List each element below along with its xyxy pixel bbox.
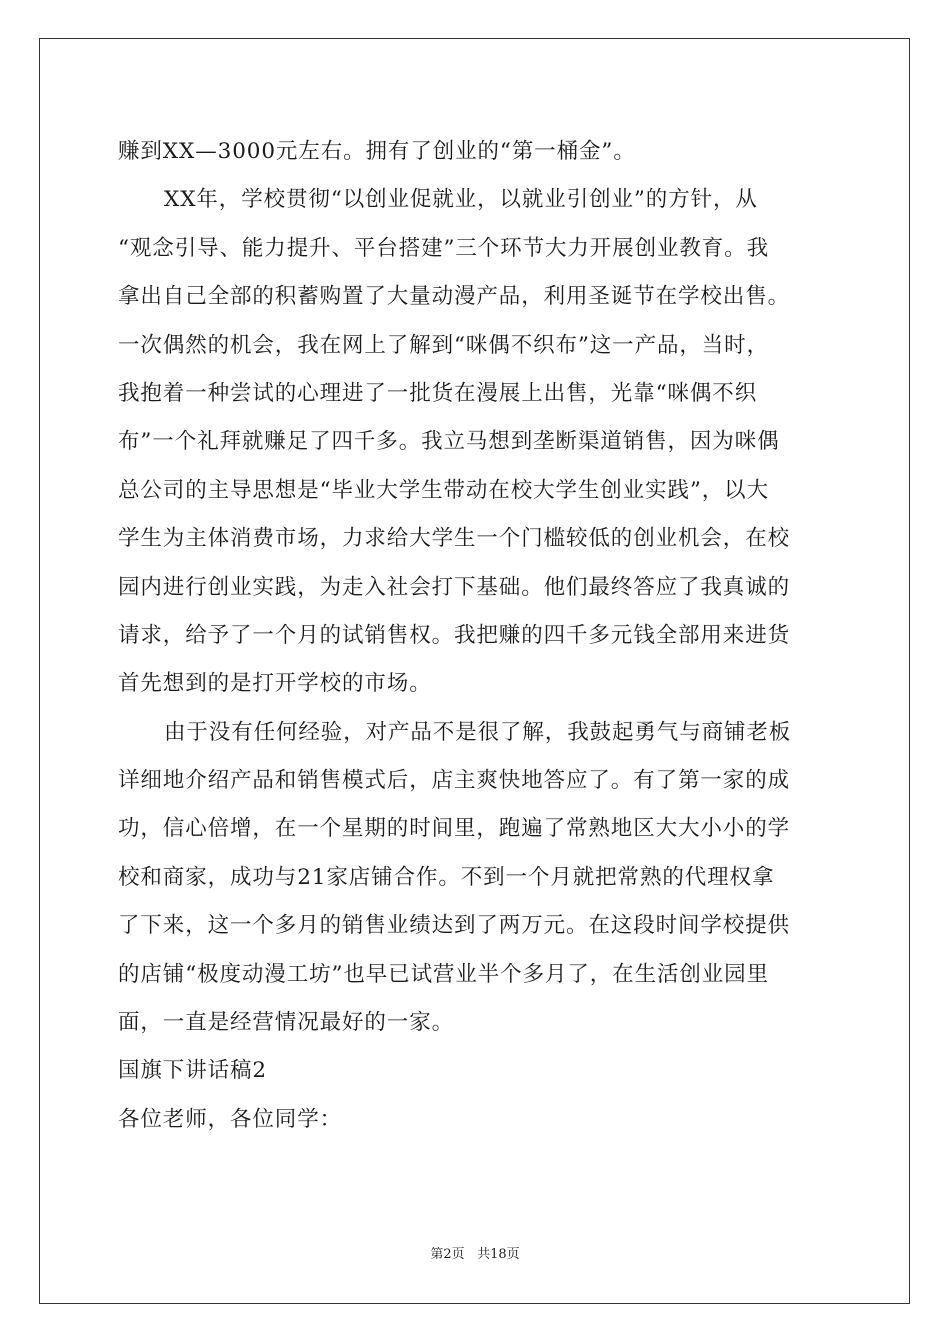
text-line: 园内进行创业实践，为走入社会打下基础。他们最终答应了我真诚的	[118, 574, 791, 600]
salutation: 各位老师，各位同学：	[118, 1106, 343, 1132]
text-line: 请求，给予了一个月的试销售权。我把赚的四千多元钱全部用来进货	[118, 622, 791, 648]
text-line: 面，一直是经营情况最好的一家。	[118, 1010, 455, 1036]
text-line: 的店铺“极度动漫工坊”也早已试营业半个多月了，在生活创业园里	[118, 961, 769, 987]
text-line: 学生为主体消费市场，力求给大学生一个门槛较低的创业机会，在校	[118, 526, 791, 552]
page-number: 第2页	[430, 1247, 465, 1262]
section-heading: 国旗下讲话稿2	[118, 1058, 267, 1084]
text-line: 一次偶然的机会，我在网上了解到“咪偶不织布”这一产品，当时，	[118, 332, 769, 358]
text-line: 布”一个礼拜就赚足了四千多。我立马想到垄断渠道销售，因为咪偶	[118, 429, 780, 455]
text-line: 首先想到的是打开学校的市场。	[118, 671, 432, 697]
text-line: 了下来，这一个多月的销售业绩达到了两万元。在这段时间学校提供	[118, 913, 791, 939]
text-line: 拿出自己全部的积蓄购置了大量动漫产品，利用圣诞节在学校出售。	[118, 284, 791, 310]
page-footer	[0, 1247, 950, 1263]
text-line: 我抱着一种尝试的心理进了一批货在漫展上出售，光靠“咪偶不织	[118, 380, 758, 406]
text-line: 校和商家，成功与21家店铺合作。不到一个月就把常熟的代理权拿	[118, 864, 775, 890]
text-line: 总公司的主导思想是“毕业大学生带动在校大学生创业实践”，以大	[118, 477, 769, 503]
text-line: 功，信心倍增，在一个星期的时间里，跑遍了常熟地区大大小小的学	[118, 816, 791, 842]
page-total: 共18页	[477, 1247, 520, 1262]
text-line: 由于没有任何经验，对产品不是很了解，我鼓起勇气与商铺老板	[164, 719, 792, 745]
text-line: “观念引导、能力提升、平台搭建”三个环节大力开展创业教育。我	[118, 235, 769, 261]
text-line: 详细地介绍产品和销售模式后，店主爽快地答应了。有了第一家的成	[118, 768, 791, 794]
text-line: XX年，学校贯彻“以创业促就业，以就业引创业”的方针，从	[164, 187, 758, 213]
document-body	[118, 128, 832, 1144]
text-line: 赚到XX—3000元左右。拥有了创业的“第一桶金”。	[118, 139, 636, 164]
